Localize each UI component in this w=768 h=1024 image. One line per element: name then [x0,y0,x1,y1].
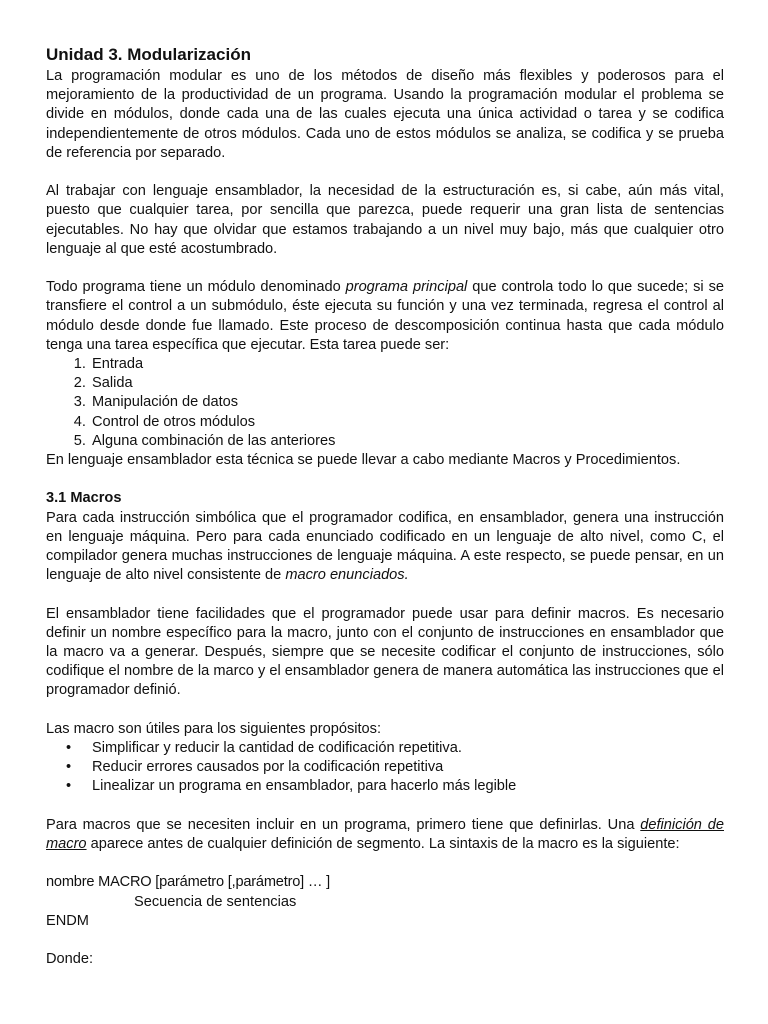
document-page [46,44,724,969]
emphasis-definicion-de-macro: definición de macro [46,816,724,853]
where-label: Donde: [46,951,94,968]
macro-syntax-line-3: ENDM [46,912,89,929]
spacer [46,470,724,489]
spacer [46,854,724,873]
list-item: • Reducir errores causados por la codificación repetitiva [90,758,724,777]
spacer [46,797,724,816]
spacer [46,259,724,278]
intro-paragraph-1: La programación modular es uno de los métodos de diseño más flexibles y poderosos para el mejoramiento de la productividad de un programa. Usando la programación modular el problema se divide en módulos, donde cada una de las cuales ejecuta una única actividad o tarea y se codifica independientemente de otros módulos. Cada uno de estos módulos se analiza, se codifica y se prueba de referencia por separado. [46,68,724,161]
macro-syntax-line-1: nombre MACRO [parámetro [,parámetro] … ] [46,874,330,891]
list-item: • Simplificar y reducir la cantidad de codificación repetitiva. [90,739,724,758]
spacer [46,931,724,950]
intro-paragraph-4: En lenguaje ensamblador esta técnica se puede llevar a cabo mediante Macros y Procedimientos. [46,452,681,469]
spacer [46,163,724,182]
list-item: 2. Salida [90,374,724,393]
macros-paragraph-3: Las macro son útiles para los siguientes propósitos: [46,720,382,737]
page-title: Unidad 3. Modularización [46,45,251,64]
list-item: 3. Manipulación de datos [90,393,724,412]
section-heading-macros: 3.1 Macros [46,490,122,507]
emphasis-macro-enunciados: macro enunciados. [285,567,409,584]
macro-syntax-line-2: Secuencia de sentencias [134,893,297,910]
task-list [46,355,724,451]
spacer [46,701,724,720]
intro-paragraph-2: Al trabajar con lenguaje ensamblador, la necesidad de la estructuración es, si cabe, aún más vital, puesto que cualquier tarea, por sencilla que parezca, puede requerir una gran lista de sentencias ejecutables. No hay que olvidar que estamos trabajando a un nivel muy bajo, más que cualquier otro lenguaje al que esté acostumbrado. [46,183,724,257]
macros-paragraph-2: El ensamblador tiene facilidades que el programador puede usar para definir macros. Es necesario definir un nombre específico para la macro, junto con el conjunto de instrucciones en ensamblador que la macro va a generar. Después, siempre que se necesite codificar el conjunto de instrucciones, sólo codifique el nombre de la marco y el ensamblador genera de manera automática las instrucciones que el programador definió. [46,605,724,699]
emphasis-programa-principal: programa principal [345,279,468,296]
list-item: 1. Entrada [90,355,724,374]
intro-paragraph-3: Todo programa tiene un módulo denominado programa principal que controla todo lo que sucede; si se transfiere el control a un submódulo, éste ejecuta su función y una vez terminada, regresa el control al módulo desde donde fue llamado. Este proceso de descomposición continua hasta que cada módulo tenga una tarea específica que ejecutar. Esta tarea puede ser: [46,279,724,353]
list-item: 5. Alguna combinación de las anteriores [90,432,724,451]
list-item: 4. Control de otros módulos [90,413,724,432]
spacer [46,585,724,604]
list-item: • Linealizar un programa en ensamblador, para hacerlo más legible [90,777,724,796]
macros-paragraph-4: Para macros que se necesiten incluir en un programa, primero tiene que definirlas. Una definición de macro aparece antes de cualquier definición de segmento. La sintaxis de la macro es la siguiente: [46,816,724,853]
purposes-list [46,739,724,797]
macros-paragraph-1: Para cada instrucción simbólica que el programador codifica, en ensamblador, genera una instrucción en lenguaje máquina. Pero para cada enunciado codificado en un lenguaje de alto nivel, como C, el compilador genera muchas instrucciones de lenguaje máquina. A este respecto, se puede pensar, en un lenguaje de alto nivel consistente de macro enunciados. [46,509,724,584]
